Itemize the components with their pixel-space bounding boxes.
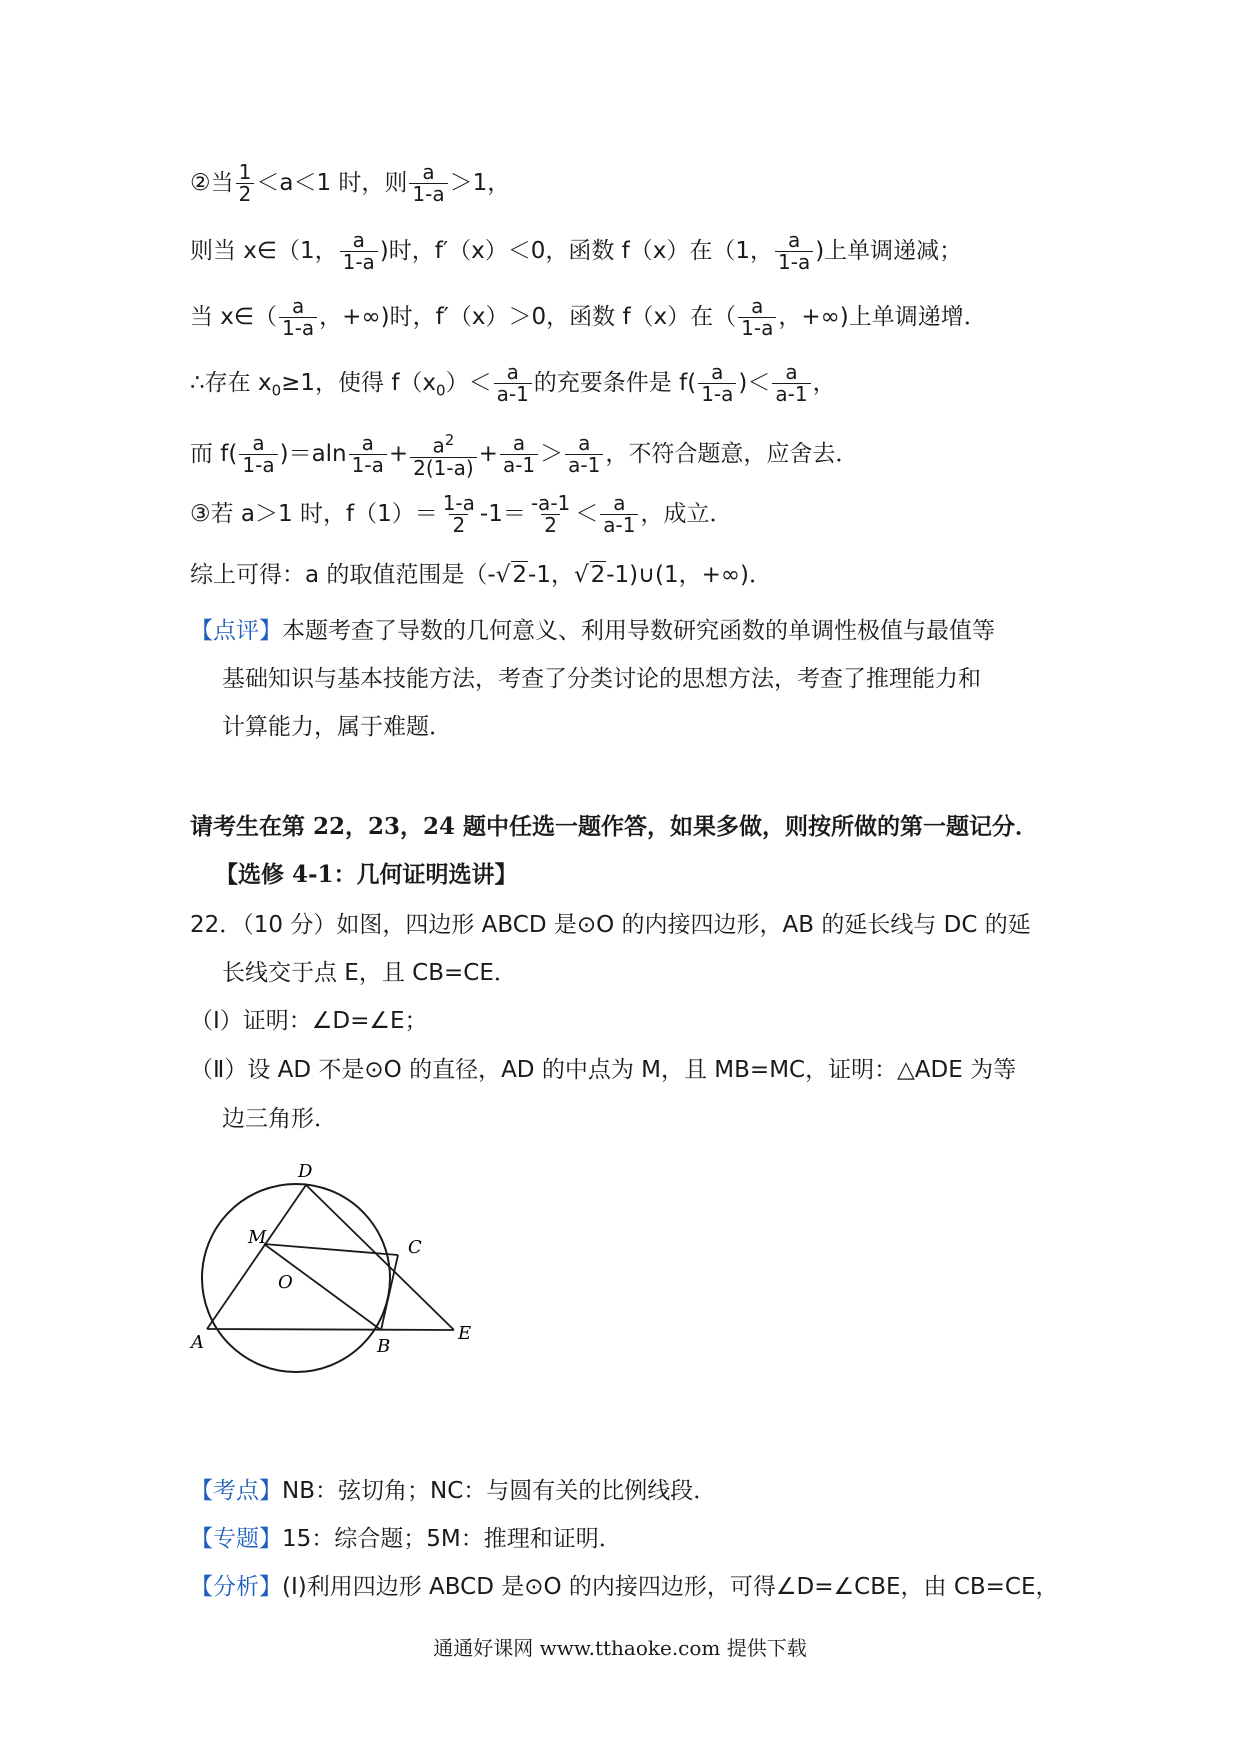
zhuanti-line: 【专题】15：综合题；5M：推理和证明． [190, 1526, 622, 1552]
fraction: $\frac{a}{a-1}$ [600, 493, 638, 536]
fraction: $\frac{a}{a-1}$ [772, 362, 810, 405]
label-m: M [248, 1227, 267, 1248]
segment-ad [207, 1185, 306, 1329]
fraction: $\frac{a^2}{2(1-a)}$ [410, 430, 477, 479]
decreasing-line: 则当 x∈（1， $\frac{a}{1-a}$ )时，f′（x）＜0，函数 f（x）在（1， $\frac{a}{1-a}$ )上单调递减； [190, 228, 963, 274]
fraction: $\frac{a}{1-a}$ [775, 230, 813, 273]
fraction: $\frac{-a-1}{2}$ [530, 491, 571, 537]
increasing-line: 当 x∈（ $\frac{a}{1-a}$ ，+∞)时，f′（x）＞0，函数 f（x）在（ $\frac{a}{1-a}$ ，+∞)上单调递增． [190, 294, 987, 340]
label-a: A [191, 1332, 204, 1353]
fraction: $\frac{a}{1-a}$ [698, 362, 736, 405]
zhuanti-tag: 【专题】 [190, 1526, 282, 1552]
circle-o [202, 1184, 390, 1372]
exists-line: ∴存在 $x_0\ge 1$，使得 $f(x_0)<$ $\frac{a}{a-1}$ 的充要条件是 f( $\frac{a}{1-a}$ )＜ $\frac{a}{a-1}$ ， [190, 360, 836, 406]
fenxi-line: 【分析】(Ⅰ)利用四边形 ABCD 是⊙O 的内接四边形，可得∠D=∠CBE，由 CB=CE， [190, 1574, 1059, 1600]
segment-ae [207, 1329, 454, 1330]
instruction-text: 请考生在第 22，23，24 题中任选一题作答，如果多做，则按所做的第一题记分． [190, 813, 1039, 840]
comment-tag: 【点评】 [190, 618, 282, 644]
label-e: E [458, 1323, 472, 1344]
geometry-figure [186, 1158, 486, 1388]
label-b: B [377, 1336, 391, 1357]
fraction: $\frac{a}{1-a}$ [279, 296, 317, 339]
however-line: 而 f( $\frac{a}{1-a}$ )＝aln $\frac{a}{1-a}$ + $\frac{a^2}{2(1-a)}$ + $\frac{a}{a-1}$ ＞ $\frac{a}{a-1}$ ，不符合题意，应舍去． [190, 430, 859, 480]
label-c: C [408, 1237, 422, 1258]
comment-line-1: 【点评】本题考查了导数的几何意义、利用导数研究函数的单调性极值与最值等 [190, 618, 995, 644]
segment-de [306, 1185, 454, 1330]
kaodian-line: 【考点】NB：弦切角；NC：与圆有关的比例线段． [190, 1478, 717, 1504]
case3-line: ③若 a＞1 时，f（1）＝ $\frac{1-a}{2}$ -1＝ $\frac{-a-1}{2}$ ＜ $\frac{a}{a-1}$ ，成立． [190, 491, 733, 537]
segment-mc [264, 1244, 398, 1255]
problem22-line-1: 22．（10 分）如图，四边形 ABCD 是⊙O 的内接四边形，AB 的延长线与 DC 的延 [190, 912, 1031, 938]
case2-line: ②当 $\frac{1}{2}$ ＜a＜1 时，则 $\frac{a}{1-a}$ ＞1， [190, 160, 511, 206]
fraction: $\frac{1}{2}$ [236, 162, 255, 205]
fraction: $\frac{a}{1-a}$ [409, 162, 447, 205]
fraction: $\frac{a}{1-a}$ [738, 296, 776, 339]
fraction: $\frac{a}{1-a}$ [239, 433, 277, 476]
fraction: $\frac{a}{1-a}$ [340, 230, 378, 273]
problem22-part1: （Ⅰ）证明：∠D=∠E； [190, 1008, 428, 1034]
kaodian-tag: 【考点】 [190, 1478, 282, 1504]
problem22-line-2: 长线交于点 E，且 CB=CE． [222, 960, 517, 986]
conclusion-line: 综上可得：a 的取值范围是（-√2-1，√2-1)∪(1，+∞)． [190, 562, 773, 588]
page-footer: 通通好课网 www.tthaoke.com 提供下载 [433, 1636, 807, 1660]
problem22-part2-line-1: （Ⅱ）设 AD 不是⊙O 的直径，AD 的中点为 M，且 MB=MC，证明：△ADE 为等 [190, 1057, 1017, 1083]
comment-line-2: 基础知识与基本技能方法，考查了分类讨论的思想方法，考查了推理能力和 [222, 666, 981, 692]
problem22-part2-line-2: 边三角形． [222, 1106, 337, 1132]
fraction: $\frac{a}{a-1}$ [565, 433, 603, 476]
fraction: $\frac{a}{1-a}$ [349, 433, 387, 476]
fraction: $\frac{1-a}{2}$ [442, 491, 475, 537]
fraction: $\frac{a}{a-1}$ [494, 362, 532, 405]
elective-title: 【选修 4-1：几何证明选讲】 [215, 861, 518, 888]
fenxi-tag: 【分析】 [190, 1574, 282, 1600]
label-o: O [278, 1272, 293, 1293]
comment-line-3: 计算能力，属于难题． [222, 714, 452, 740]
label-d: D [298, 1161, 313, 1182]
fraction: $\frac{a}{a-1}$ [500, 433, 538, 476]
